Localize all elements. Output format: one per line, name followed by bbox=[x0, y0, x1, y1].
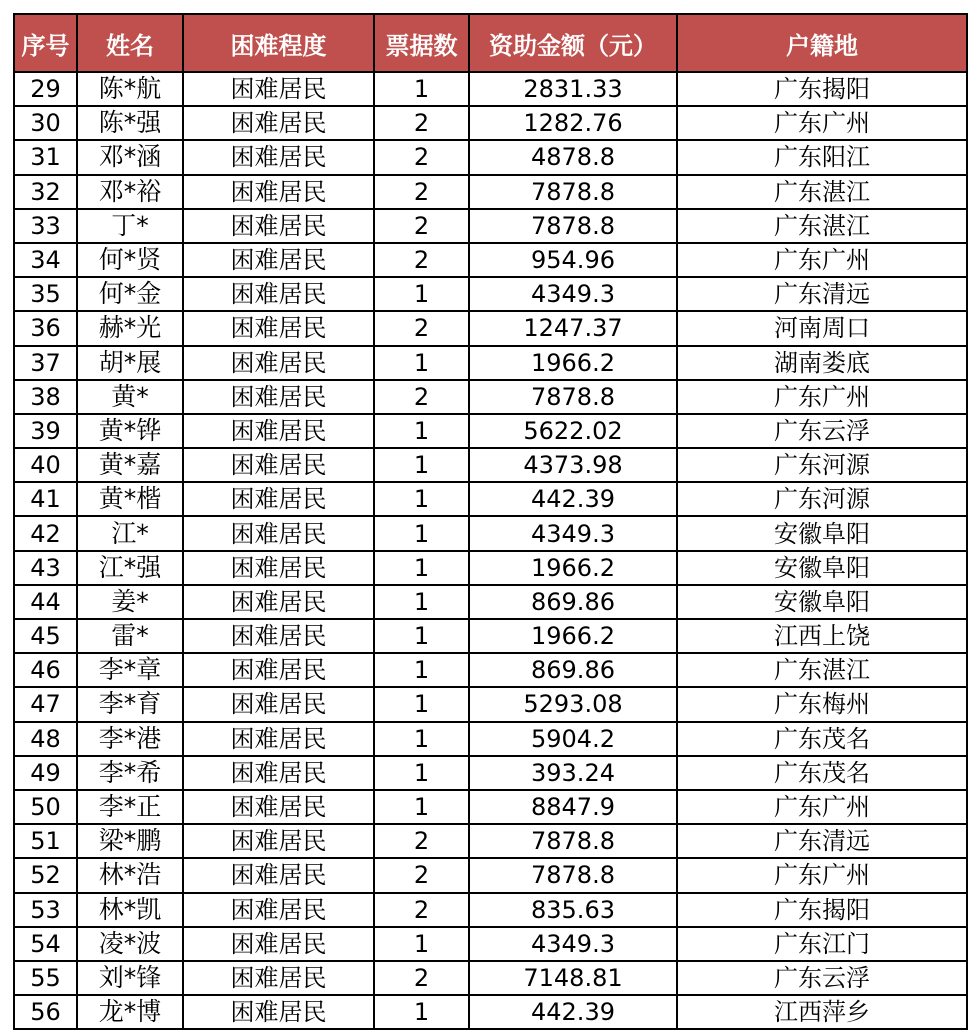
header-amount: 资助金额（元） bbox=[469, 14, 677, 72]
cell-receipt-count: 1 bbox=[374, 516, 469, 550]
cell-receipt-count: 1 bbox=[374, 756, 469, 790]
table-row bbox=[14, 653, 967, 687]
cell-index: 53 bbox=[14, 893, 77, 927]
cell-hardship-level: 困难居民 bbox=[183, 927, 374, 961]
cell-receipt-count: 2 bbox=[374, 243, 469, 277]
cell-hardship-level: 困难居民 bbox=[183, 106, 374, 140]
cell-receipt-count: 2 bbox=[374, 106, 469, 140]
cell-amount: 4878.8 bbox=[469, 140, 677, 174]
cell-name: 赫*光 bbox=[77, 311, 183, 345]
cell-receipt-count: 1 bbox=[374, 448, 469, 482]
cell-index: 43 bbox=[14, 551, 77, 585]
cell-hardship-level: 困难居民 bbox=[183, 756, 374, 790]
cell-name: 黄*铧 bbox=[77, 414, 183, 448]
cell-household-registration: 广东揭阳 bbox=[677, 72, 967, 106]
cell-household-registration: 江西萍乡 bbox=[677, 995, 967, 1029]
cell-hardship-level: 困难居民 bbox=[183, 482, 374, 516]
table-row bbox=[14, 277, 967, 311]
header-hardship-level: 困难程度 bbox=[183, 14, 374, 72]
cell-hardship-level: 困难居民 bbox=[183, 448, 374, 482]
cell-household-registration: 广东湛江 bbox=[677, 175, 967, 209]
table-row bbox=[14, 346, 967, 380]
cell-household-registration: 安徽阜阳 bbox=[677, 551, 967, 585]
cell-receipt-count: 1 bbox=[374, 687, 469, 721]
cell-name: 何*贤 bbox=[77, 243, 183, 277]
cell-name: 黄* bbox=[77, 380, 183, 414]
cell-name: 李*港 bbox=[77, 722, 183, 756]
table-row bbox=[14, 756, 967, 790]
cell-amount: 869.86 bbox=[469, 585, 677, 619]
cell-amount: 1966.2 bbox=[469, 619, 677, 653]
cell-index: 49 bbox=[14, 756, 77, 790]
table-row bbox=[14, 311, 967, 345]
cell-index: 54 bbox=[14, 927, 77, 961]
cell-hardship-level: 困难居民 bbox=[183, 551, 374, 585]
cell-hardship-level: 困难居民 bbox=[183, 175, 374, 209]
table-row bbox=[14, 175, 967, 209]
cell-index: 31 bbox=[14, 140, 77, 174]
cell-household-registration: 广东广州 bbox=[677, 106, 967, 140]
cell-household-registration: 广东湛江 bbox=[677, 653, 967, 687]
cell-index: 56 bbox=[14, 995, 77, 1029]
cell-name: 姜* bbox=[77, 585, 183, 619]
cell-amount: 869.86 bbox=[469, 653, 677, 687]
cell-receipt-count: 2 bbox=[374, 380, 469, 414]
cell-household-registration: 广东阳江 bbox=[677, 140, 967, 174]
table-row bbox=[14, 824, 967, 858]
cell-amount: 4349.3 bbox=[469, 516, 677, 550]
cell-hardship-level: 困难居民 bbox=[183, 311, 374, 345]
cell-household-registration: 广东广州 bbox=[677, 380, 967, 414]
table-row bbox=[14, 995, 967, 1029]
cell-amount: 5622.02 bbox=[469, 414, 677, 448]
table-row bbox=[14, 722, 967, 756]
cell-name: 陈*航 bbox=[77, 72, 183, 106]
table-row bbox=[14, 243, 967, 277]
cell-index: 48 bbox=[14, 722, 77, 756]
cell-amount: 7148.81 bbox=[469, 961, 677, 995]
table-row bbox=[14, 619, 967, 653]
table-header bbox=[14, 14, 967, 72]
cell-name: 陈*强 bbox=[77, 106, 183, 140]
cell-name: 何*金 bbox=[77, 277, 183, 311]
table-row bbox=[14, 551, 967, 585]
cell-name: 龙*博 bbox=[77, 995, 183, 1029]
cell-index: 41 bbox=[14, 482, 77, 516]
table-row bbox=[14, 482, 967, 516]
cell-household-registration: 江西上饶 bbox=[677, 619, 967, 653]
table-body bbox=[14, 72, 967, 1029]
cell-name: 林*凯 bbox=[77, 893, 183, 927]
cell-index: 33 bbox=[14, 209, 77, 243]
cell-amount: 4349.3 bbox=[469, 277, 677, 311]
cell-name: 李*章 bbox=[77, 653, 183, 687]
table-row bbox=[14, 72, 967, 106]
cell-hardship-level: 困难居民 bbox=[183, 653, 374, 687]
cell-household-registration: 广东清远 bbox=[677, 824, 967, 858]
header-name: 姓名 bbox=[77, 14, 183, 72]
cell-index: 38 bbox=[14, 380, 77, 414]
cell-household-registration: 广东广州 bbox=[677, 243, 967, 277]
cell-name: 林*浩 bbox=[77, 858, 183, 892]
cell-amount: 7878.8 bbox=[469, 175, 677, 209]
cell-hardship-level: 困难居民 bbox=[183, 209, 374, 243]
cell-name: 李*育 bbox=[77, 687, 183, 721]
cell-index: 50 bbox=[14, 790, 77, 824]
cell-index: 36 bbox=[14, 311, 77, 345]
cell-name: 雷* bbox=[77, 619, 183, 653]
cell-household-registration: 广东江门 bbox=[677, 927, 967, 961]
cell-receipt-count: 2 bbox=[374, 858, 469, 892]
cell-name: 李*正 bbox=[77, 790, 183, 824]
cell-amount: 7878.8 bbox=[469, 380, 677, 414]
cell-receipt-count: 1 bbox=[374, 414, 469, 448]
cell-household-registration: 安徽阜阳 bbox=[677, 585, 967, 619]
table-row bbox=[14, 140, 967, 174]
cell-receipt-count: 2 bbox=[374, 140, 469, 174]
cell-name: 江* bbox=[77, 516, 183, 550]
cell-receipt-count: 1 bbox=[374, 72, 469, 106]
cell-hardship-level: 困难居民 bbox=[183, 722, 374, 756]
cell-receipt-count: 2 bbox=[374, 311, 469, 345]
cell-hardship-level: 困难居民 bbox=[183, 277, 374, 311]
table-row bbox=[14, 516, 967, 550]
cell-index: 32 bbox=[14, 175, 77, 209]
cell-name: 丁* bbox=[77, 209, 183, 243]
cell-hardship-level: 困难居民 bbox=[183, 790, 374, 824]
cell-name: 黄*嘉 bbox=[77, 448, 183, 482]
cell-household-registration: 广东广州 bbox=[677, 858, 967, 892]
header-row bbox=[14, 14, 967, 72]
cell-household-registration: 广东广州 bbox=[677, 790, 967, 824]
cell-amount: 5904.2 bbox=[469, 722, 677, 756]
cell-name: 梁*鹏 bbox=[77, 824, 183, 858]
table-row bbox=[14, 858, 967, 892]
cell-household-registration: 广东揭阳 bbox=[677, 893, 967, 927]
cell-amount: 954.96 bbox=[469, 243, 677, 277]
cell-hardship-level: 困难居民 bbox=[183, 858, 374, 892]
cell-amount: 8847.9 bbox=[469, 790, 677, 824]
cell-index: 34 bbox=[14, 243, 77, 277]
cell-amount: 7878.8 bbox=[469, 858, 677, 892]
cell-amount: 5293.08 bbox=[469, 687, 677, 721]
assistance-table bbox=[13, 13, 968, 1030]
cell-hardship-level: 困难居民 bbox=[183, 893, 374, 927]
cell-index: 30 bbox=[14, 106, 77, 140]
cell-hardship-level: 困难居民 bbox=[183, 516, 374, 550]
cell-household-registration: 安徽阜阳 bbox=[677, 516, 967, 550]
cell-name: 凌*波 bbox=[77, 927, 183, 961]
cell-index: 45 bbox=[14, 619, 77, 653]
cell-receipt-count: 1 bbox=[374, 722, 469, 756]
cell-receipt-count: 1 bbox=[374, 346, 469, 380]
table-row bbox=[14, 448, 967, 482]
cell-hardship-level: 困难居民 bbox=[183, 72, 374, 106]
cell-receipt-count: 1 bbox=[374, 653, 469, 687]
cell-amount: 2831.33 bbox=[469, 72, 677, 106]
cell-amount: 442.39 bbox=[469, 995, 677, 1029]
cell-amount: 1966.2 bbox=[469, 551, 677, 585]
cell-hardship-level: 困难居民 bbox=[183, 585, 374, 619]
cell-amount: 4373.98 bbox=[469, 448, 677, 482]
cell-household-registration: 广东茂名 bbox=[677, 756, 967, 790]
cell-hardship-level: 困难居民 bbox=[183, 414, 374, 448]
cell-index: 51 bbox=[14, 824, 77, 858]
cell-receipt-count: 2 bbox=[374, 893, 469, 927]
cell-amount: 4349.3 bbox=[469, 927, 677, 961]
cell-index: 46 bbox=[14, 653, 77, 687]
cell-hardship-level: 困难居民 bbox=[183, 140, 374, 174]
cell-household-registration: 广东湛江 bbox=[677, 209, 967, 243]
cell-receipt-count: 1 bbox=[374, 482, 469, 516]
cell-receipt-count: 1 bbox=[374, 927, 469, 961]
cell-receipt-count: 1 bbox=[374, 585, 469, 619]
header-household-registration: 户籍地 bbox=[677, 14, 967, 72]
cell-amount: 1966.2 bbox=[469, 346, 677, 380]
table-row bbox=[14, 414, 967, 448]
cell-amount: 393.24 bbox=[469, 756, 677, 790]
cell-index: 47 bbox=[14, 687, 77, 721]
cell-receipt-count: 1 bbox=[374, 551, 469, 585]
cell-index: 29 bbox=[14, 72, 77, 106]
cell-name: 邓*涵 bbox=[77, 140, 183, 174]
cell-receipt-count: 2 bbox=[374, 175, 469, 209]
cell-hardship-level: 困难居民 bbox=[183, 687, 374, 721]
cell-index: 44 bbox=[14, 585, 77, 619]
cell-amount: 442.39 bbox=[469, 482, 677, 516]
cell-name: 胡*展 bbox=[77, 346, 183, 380]
cell-amount: 1282.76 bbox=[469, 106, 677, 140]
cell-household-registration: 广东云浮 bbox=[677, 414, 967, 448]
cell-name: 李*希 bbox=[77, 756, 183, 790]
cell-receipt-count: 1 bbox=[374, 619, 469, 653]
cell-receipt-count: 1 bbox=[374, 790, 469, 824]
cell-index: 52 bbox=[14, 858, 77, 892]
cell-index: 42 bbox=[14, 516, 77, 550]
cell-hardship-level: 困难居民 bbox=[183, 995, 374, 1029]
cell-name: 刘*锋 bbox=[77, 961, 183, 995]
table-row bbox=[14, 687, 967, 721]
table-row bbox=[14, 585, 967, 619]
cell-amount: 835.63 bbox=[469, 893, 677, 927]
cell-household-registration: 广东河源 bbox=[677, 482, 967, 516]
table-row bbox=[14, 380, 967, 414]
header-receipt-count: 票据数 bbox=[374, 14, 469, 72]
cell-hardship-level: 困难居民 bbox=[183, 824, 374, 858]
cell-name: 黄*楷 bbox=[77, 482, 183, 516]
cell-amount: 7878.8 bbox=[469, 824, 677, 858]
table-row bbox=[14, 927, 967, 961]
cell-receipt-count: 1 bbox=[374, 277, 469, 311]
cell-household-registration: 广东河源 bbox=[677, 448, 967, 482]
cell-receipt-count: 2 bbox=[374, 961, 469, 995]
cell-household-registration: 广东梅州 bbox=[677, 687, 967, 721]
table-row bbox=[14, 893, 967, 927]
cell-hardship-level: 困难居民 bbox=[183, 961, 374, 995]
cell-household-registration: 广东清远 bbox=[677, 277, 967, 311]
cell-index: 35 bbox=[14, 277, 77, 311]
cell-name: 江*强 bbox=[77, 551, 183, 585]
cell-household-registration: 广东茂名 bbox=[677, 722, 967, 756]
cell-amount: 1247.37 bbox=[469, 311, 677, 345]
cell-receipt-count: 1 bbox=[374, 995, 469, 1029]
cell-hardship-level: 困难居民 bbox=[183, 346, 374, 380]
header-index: 序号 bbox=[14, 14, 77, 72]
table-row bbox=[14, 790, 967, 824]
cell-index: 55 bbox=[14, 961, 77, 995]
cell-household-registration: 湖南娄底 bbox=[677, 346, 967, 380]
table-row bbox=[14, 209, 967, 243]
cell-index: 37 bbox=[14, 346, 77, 380]
table-row bbox=[14, 106, 967, 140]
cell-hardship-level: 困难居民 bbox=[183, 380, 374, 414]
cell-household-registration: 河南周口 bbox=[677, 311, 967, 345]
cell-amount: 7878.8 bbox=[469, 209, 677, 243]
cell-index: 40 bbox=[14, 448, 77, 482]
cell-name: 邓*裕 bbox=[77, 175, 183, 209]
cell-receipt-count: 2 bbox=[374, 824, 469, 858]
cell-hardship-level: 困难居民 bbox=[183, 243, 374, 277]
cell-hardship-level: 困难居民 bbox=[183, 619, 374, 653]
table-row bbox=[14, 961, 967, 995]
cell-index: 39 bbox=[14, 414, 77, 448]
cell-household-registration: 广东云浮 bbox=[677, 961, 967, 995]
cell-receipt-count: 2 bbox=[374, 209, 469, 243]
